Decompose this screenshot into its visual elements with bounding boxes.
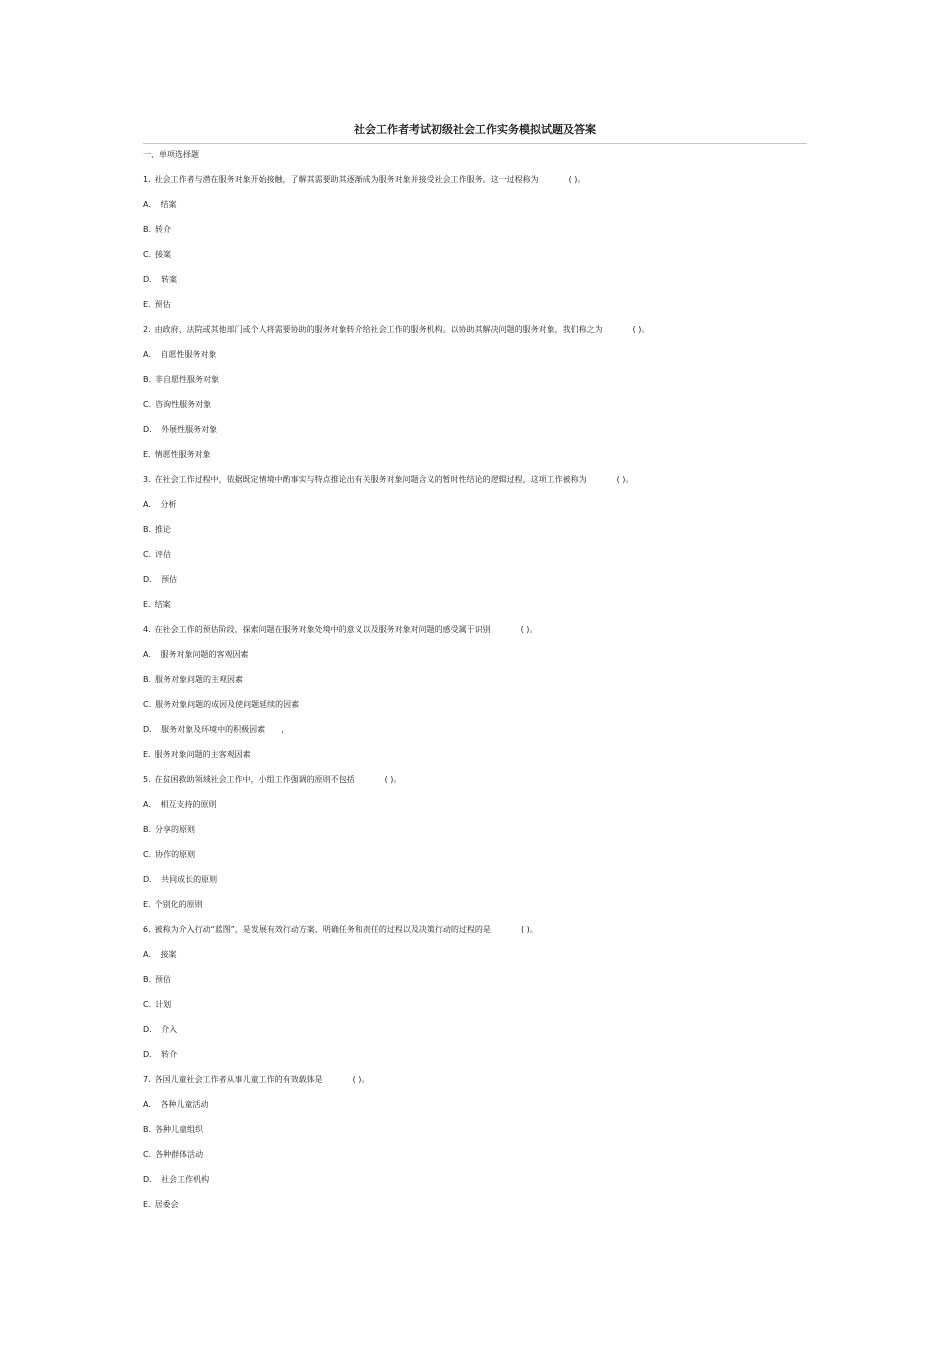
option-letter: E.: [143, 300, 151, 309]
answer-blank: ( )。: [384, 775, 402, 784]
option-text: 各种儿童活动: [160, 1100, 209, 1109]
option-text: 分析: [160, 500, 177, 509]
option-text: 接案: [155, 250, 172, 259]
section-heading: 一、单项选择题: [143, 150, 199, 159]
option-letter: C.: [143, 400, 152, 409]
answer-option: [143, 974, 807, 986]
title-divider: [143, 143, 807, 144]
option-text: 评估: [155, 550, 172, 559]
answer-option: [143, 574, 807, 586]
question-4: [143, 624, 807, 636]
answer-blank: ( )。: [616, 475, 634, 484]
option-letter: D．: [143, 1050, 158, 1059]
option-text: 转案: [161, 275, 178, 284]
question-text: 社会工作者与潜在服务对象开始接触，了解其需要助其逐渐成为服务对象并接受社会工作服务。这一过程称为: [154, 175, 539, 184]
option-letter: B.: [143, 225, 152, 234]
answer-option: [143, 1049, 807, 1061]
option-text: 相互支持的原则: [160, 800, 217, 809]
question-6: [143, 924, 807, 936]
answer-option: [143, 224, 807, 236]
answer-option: [143, 449, 807, 461]
answer-blank: ( )。: [520, 925, 538, 934]
document-title: 社会工作者考试初级社会工作实务模拟试题及答案: [354, 123, 596, 136]
option-letter: B.: [143, 375, 152, 384]
option-text: 预估: [155, 975, 172, 984]
option-letter: C.: [143, 1150, 152, 1159]
option-text: 服务对象问题的客观因素: [160, 650, 249, 659]
answer-option: [143, 824, 807, 836]
option-letter: D．: [143, 425, 158, 434]
answer-option: [143, 349, 807, 361]
answer-option: [143, 374, 807, 386]
answer-option: [143, 299, 807, 311]
option-text: 转介: [155, 225, 172, 234]
option-letter: D．: [143, 725, 158, 734]
option-letter: A．: [143, 1100, 157, 1109]
question-3: [143, 474, 807, 486]
option-text: 协作的原则: [155, 850, 196, 859]
option-letter: E.: [143, 750, 151, 759]
option-text: 服务对象问题的主客观因素: [154, 750, 251, 759]
option-letter: A．: [143, 350, 157, 359]
option-text: 居委会: [154, 1200, 179, 1209]
question-text: 由政府、法院或其他部门或个人将需要协助的服务对象转介给社会工作的服务机构。以协助其解决问题的服务对象，我们称之为: [154, 325, 603, 334]
option-letter: C.: [143, 250, 152, 259]
question-5: [143, 774, 807, 786]
answer-blank: ( )。: [632, 325, 650, 334]
answer-option: [143, 549, 807, 561]
option-letter: B.: [143, 1125, 152, 1134]
option-letter: D．: [143, 875, 158, 884]
question-number: 5.: [143, 775, 151, 784]
option-letter: E.: [143, 1200, 151, 1209]
option-text: 各种群体活动: [155, 1150, 204, 1159]
option-text: 预估: [154, 300, 171, 309]
question-number: 6.: [143, 925, 151, 934]
answer-option: [143, 1024, 807, 1036]
question-7: [143, 1074, 807, 1086]
option-text: 个别化的原则: [154, 900, 203, 909]
question-2: [143, 324, 807, 336]
answer-option: [143, 649, 807, 661]
option-letter: D．: [143, 1025, 158, 1034]
question-list: [143, 174, 807, 1211]
option-letter: C.: [143, 1000, 152, 1009]
question-text: 在贫困救助领域社会工作中，小组工作强调的原则不包括: [154, 775, 355, 784]
option-letter: A．: [143, 500, 157, 509]
question-number: 2.: [143, 325, 151, 334]
question-text: 在社会工作过程中，依据既定情境中酌事实与特点推论出有关服务对象问题含义的暂时性结论的逻辑过程，这项工作被称为: [154, 475, 587, 484]
answer-option: [143, 399, 807, 411]
option-text: 服务对象及环境中的积极因素 ，: [161, 725, 290, 734]
option-text: 非自愿性服务对象: [155, 375, 220, 384]
question-number: 4.: [143, 625, 151, 634]
answer-blank: ( )。: [520, 625, 538, 634]
answer-option: [143, 424, 807, 436]
answer-blank: ( )。: [568, 175, 586, 184]
option-text: 结案: [160, 200, 177, 209]
option-text: 咨询性服务对象: [155, 400, 212, 409]
option-letter: E.: [143, 600, 151, 609]
question-number: 1.: [143, 175, 151, 184]
answer-option: [143, 874, 807, 886]
question-1: [143, 174, 807, 186]
option-text: 结案: [154, 600, 171, 609]
answer-option: [143, 899, 807, 911]
option-text: 计划: [155, 1000, 172, 1009]
answer-option: [143, 249, 807, 261]
answer-option: [143, 1149, 807, 1161]
option-text: 服务对象问题的成因及使问题延续的因素: [155, 700, 300, 709]
answer-blank: ( )。: [352, 1075, 370, 1084]
option-letter: A．: [143, 800, 157, 809]
option-letter: E.: [143, 900, 151, 909]
answer-option: [143, 699, 807, 711]
option-letter: B.: [143, 825, 152, 834]
option-text: 接案: [160, 950, 177, 959]
option-letter: E.: [143, 450, 151, 459]
option-letter: D．: [143, 1175, 158, 1184]
option-letter: D．: [143, 575, 158, 584]
option-text: 社会工作机构: [161, 1175, 210, 1184]
answer-option: [143, 799, 807, 811]
option-letter: A．: [143, 950, 157, 959]
answer-option: [143, 724, 807, 736]
answer-option: [143, 499, 807, 511]
option-letter: A．: [143, 650, 157, 659]
option-letter: D．: [143, 275, 158, 284]
document-body: [143, 149, 807, 1224]
option-text: 外展性服务对象: [161, 425, 218, 434]
option-text: 共同成长的原则: [161, 875, 218, 884]
option-letter: A．: [143, 200, 157, 209]
option-letter: B.: [143, 525, 152, 534]
option-text: 各种儿童组织: [155, 1125, 204, 1134]
option-text: 转介: [161, 1050, 178, 1059]
option-letter: C.: [143, 550, 152, 559]
option-text: 分享的原则: [155, 825, 196, 834]
option-text: 服务对象问题的主观因素: [155, 675, 244, 684]
option-letter: C.: [143, 700, 152, 709]
answer-option: [143, 524, 807, 536]
answer-option: [143, 949, 807, 961]
answer-option: [143, 1199, 807, 1211]
question-text: 被称为介入行动“蓝图”，是发展有效行动方案、明确任务和责任的过程以及决策行动的过程的是: [154, 925, 491, 934]
answer-option: [143, 1099, 807, 1111]
answer-option: [143, 674, 807, 686]
option-text: 介入: [161, 1025, 178, 1034]
option-letter: B.: [143, 675, 152, 684]
answer-option: [143, 199, 807, 211]
option-letter: B.: [143, 975, 152, 984]
answer-option: [143, 1124, 807, 1136]
option-letter: C.: [143, 850, 152, 859]
question-text: 在社会工作的预估阶段，探索问题在服务对象处境中的意义以及服务对象对问题的感受属于识别: [154, 625, 491, 634]
question-number: 7.: [143, 1075, 151, 1084]
answer-option: [143, 749, 807, 761]
answer-option: [143, 599, 807, 611]
answer-option: [143, 274, 807, 286]
option-text: 情愿性服务对象: [154, 450, 211, 459]
option-text: 预估: [161, 575, 178, 584]
option-text: 推论: [155, 525, 172, 534]
answer-option: [143, 999, 807, 1011]
option-text: 自愿性服务对象: [160, 350, 217, 359]
question-number: 3.: [143, 475, 151, 484]
answer-option: [143, 849, 807, 861]
answer-option: [143, 1174, 807, 1186]
question-text: 各国儿童社会工作者从事儿童工作的有效载体是: [154, 1075, 323, 1084]
